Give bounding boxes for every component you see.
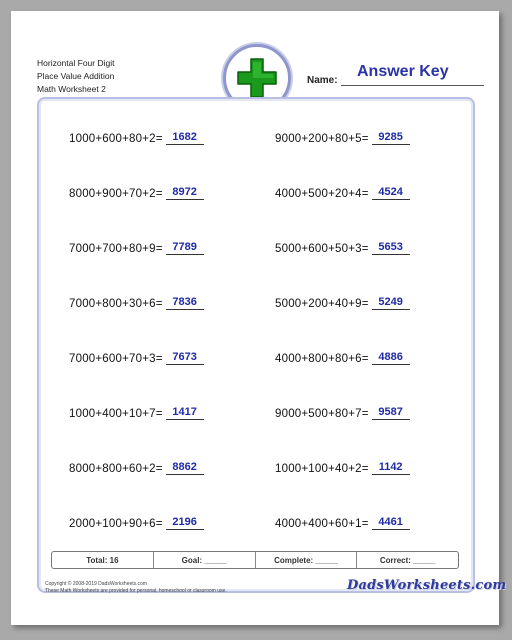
problem-right-7 [275,457,410,475]
plus-cross-icon [235,56,279,100]
title-line-1: Horizontal Four Digit [37,58,115,68]
problem-left-3 [69,237,204,255]
problem-expression: 7000+800+30+6= [69,298,163,310]
worksheet-title [37,57,114,96]
answer-field[interactable]: 1142 [372,461,410,475]
answer-field[interactable]: 7673 [166,351,204,365]
correct-cell: Correct: _____ [379,555,436,565]
answer-field[interactable]: 8862 [166,461,204,475]
copyright-line-1: Copyright © 2008-2019 DadsWorksheets.com [45,581,147,587]
problem-right-3 [275,237,410,255]
problem-expression: 8000+900+70+2= [69,188,163,200]
title-line-3: Math Worksheet 2 [37,84,106,94]
problem-expression: 7000+700+80+9= [69,243,163,255]
answer-field[interactable]: 4524 [372,186,410,200]
problem-expression: 9000+200+80+5= [275,133,369,145]
score-bar [51,551,459,569]
problem-expression: 1000+600+80+2= [69,133,163,145]
problem-expression: 5000+600+50+3= [275,243,369,255]
copyright-line-2: These Math Worksheets are provided for personal, homeschool or classroom use. [45,587,227,594]
answer-field[interactable]: 4461 [372,516,410,530]
answer-field[interactable]: 5249 [372,296,410,310]
answer-field[interactable]: 5653 [372,241,410,255]
problem-expression: 5000+200+40+9= [275,298,369,310]
name-label: Name: [307,75,338,86]
name-line [341,85,484,86]
problem-left-5 [69,347,204,365]
problem-left-2 [69,182,204,200]
problem-left-1 [69,127,204,145]
problem-expression: 2000+100+90+6= [69,518,163,530]
answer-field[interactable]: 2196 [166,516,204,530]
problem-right-2 [275,182,410,200]
problem-expression: 8000+800+60+2= [69,463,163,475]
answer-field[interactable]: 9587 [372,406,410,420]
problem-left-4 [69,292,204,310]
problem-left-7 [69,457,204,475]
problem-expression: 4000+800+80+6= [275,353,369,365]
answer-field[interactable]: 1417 [166,406,204,420]
problem-expression: 1000+400+10+7= [69,408,163,420]
goal-cell: Goal: _____ [154,552,256,568]
problem-expression: 4000+400+60+1= [275,518,369,530]
problem-expression: 1000+100+40+2= [275,463,369,475]
total-cell: Total: 16 [52,552,154,568]
answer-field[interactable]: 4886 [372,351,410,365]
answer-field[interactable]: 8972 [166,186,204,200]
answer-field[interactable]: 7789 [166,241,204,255]
answer-field[interactable]: 1682 [166,131,204,145]
copyright-notice [45,581,227,594]
problem-expression: 7000+600+70+3= [69,353,163,365]
problem-expression: 4000+500+20+4= [275,188,369,200]
problem-right-6 [275,402,410,420]
problem-right-4 [275,292,410,310]
problem-left-8 [69,512,204,530]
dadsworksheets-logo: DadsWorksheets.com [347,578,507,593]
problem-right-1 [275,127,410,145]
problem-left-6 [69,402,204,420]
worksheet-page [11,11,507,625]
problem-right-5 [275,347,410,365]
problem-expression: 9000+500+80+7= [275,408,369,420]
answer-field[interactable]: 9285 [372,131,410,145]
title-line-2: Place Value Addition [37,71,115,81]
problem-right-8 [275,512,410,530]
complete-cell: Complete: _____ [256,552,358,568]
answer-key-label: Answer Key [357,63,449,80]
answer-field[interactable]: 7836 [166,296,204,310]
